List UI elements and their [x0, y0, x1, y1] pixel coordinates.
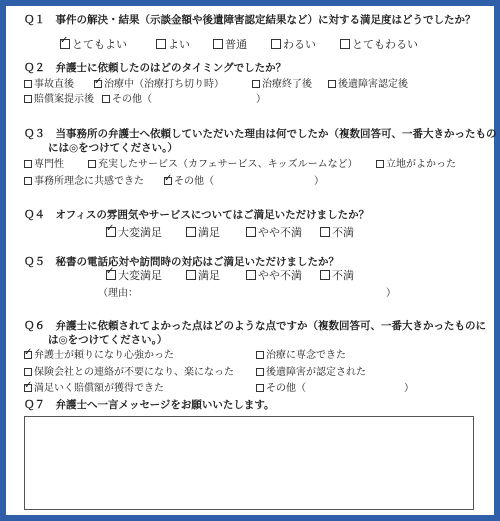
- message-textarea[interactable]: [24, 416, 474, 510]
- q6-option-no-insurer-contact[interactable]: 保険会社との連絡が不要になり、楽になった: [24, 367, 234, 379]
- q4-question: Ｑ４ オフィスの雰囲気やサービスについてはご満足いただけましたか？: [24, 209, 370, 221]
- q3-question-line1: Ｑ３ 当事務所の弁護士へ依頼していただいた理由は何でしたか（複数回答可、一番大きかったもの: [24, 128, 497, 140]
- q2-option-during-treatment[interactable]: ✓ 治療中（治療打ち切り時）: [94, 79, 224, 91]
- q5-reason-label: （理由：: [98, 288, 138, 299]
- checkbox-icon[interactable]: [164, 177, 172, 185]
- q2-option-after-offer[interactable]: 賠償案提示後: [24, 94, 94, 106]
- checkbox-icon[interactable]: [60, 39, 70, 49]
- checkbox-icon[interactable]: [186, 270, 196, 280]
- q3-other-close: ）: [314, 176, 324, 187]
- checkbox-icon[interactable]: [256, 351, 264, 359]
- q1-option-very-good[interactable]: ✓とてもよい: [60, 39, 127, 51]
- q6-option-focus-treatment[interactable]: 治療に専念できた: [256, 350, 346, 362]
- q3-question-line2: には◎をつけてください。）: [48, 142, 178, 154]
- checkbox-icon[interactable]: [213, 39, 223, 49]
- q6-option-satisfactory-compensation[interactable]: ✓満足いく賠償額が獲得できた: [24, 383, 164, 395]
- checkbox-icon[interactable]: [106, 227, 116, 237]
- q6-question-line2: は◎をつけてください。）: [48, 334, 168, 346]
- q4-option-dissatisfied[interactable]: 不満: [320, 227, 354, 239]
- q5-option-very-satisfied[interactable]: ✓大変満足: [106, 270, 162, 282]
- checkbox-icon[interactable]: [320, 227, 330, 237]
- survey-sheet: [6, 6, 497, 515]
- q3-option-expertise[interactable]: 専門性: [24, 159, 64, 171]
- checkbox-icon[interactable]: [156, 39, 166, 49]
- q6-option-reliable[interactable]: ✓弁護士が頼りになり心強かった: [24, 350, 174, 362]
- q2-option-other[interactable]: その他（: [102, 94, 152, 106]
- q5-option-dissatisfied[interactable]: 不満: [320, 270, 354, 282]
- checkbox-icon[interactable]: [328, 80, 336, 88]
- q3-option-philosophy[interactable]: 事務所理念に共感できた: [24, 176, 144, 188]
- q7-question: Ｑ７ 弁護士へ一言メッセージをお願いいたします。: [24, 399, 275, 411]
- q1-option-normal[interactable]: 普通: [213, 39, 247, 51]
- q5-reason-close: ）: [386, 288, 396, 299]
- q2-other-close: ）: [256, 94, 266, 105]
- checkbox-icon[interactable]: [24, 368, 32, 376]
- checkbox-icon[interactable]: [24, 177, 32, 185]
- q6-option-disability-certified[interactable]: 後遺障害が認定された: [256, 367, 366, 379]
- checkbox-icon[interactable]: [24, 160, 32, 168]
- checkbox-icon[interactable]: [376, 160, 384, 168]
- q6-option-other[interactable]: その他（: [256, 383, 306, 395]
- q6-other-close: ）: [404, 383, 414, 394]
- q3-option-services[interactable]: 充実したサービス（カフェサービス、キッズルームなど）: [88, 159, 358, 171]
- q1-option-good[interactable]: よい: [156, 39, 190, 51]
- checkbox-icon[interactable]: [106, 270, 116, 280]
- q4-option-satisfied[interactable]: 満足: [186, 227, 220, 239]
- q2-option-after-accident[interactable]: 事故直後: [24, 79, 74, 91]
- q6-question-line1: Ｑ６ 弁護士に依頼されてよかった点はどのような点ですか（複数回答可、一番大きかったものに: [24, 320, 486, 332]
- checkbox-icon[interactable]: [88, 160, 96, 168]
- q5-option-satisfied[interactable]: 満足: [186, 270, 220, 282]
- checkbox-icon[interactable]: [246, 227, 256, 237]
- q5-option-somewhat-dissatisfied[interactable]: やや不満: [246, 270, 302, 282]
- checkbox-icon[interactable]: [24, 80, 32, 88]
- q1-option-very-bad[interactable]: とてもわるい: [340, 39, 418, 51]
- q4-option-somewhat-dissatisfied[interactable]: やや不満: [246, 227, 302, 239]
- checkbox-icon[interactable]: [252, 80, 260, 88]
- checkbox-icon[interactable]: [256, 368, 264, 376]
- checkbox-icon[interactable]: [102, 95, 110, 103]
- q1-question: Ｑ１ 事件の解決・結果（示談金額や後遺障害認定結果など）に対する満足度はどうでしたか？: [24, 14, 476, 26]
- checkbox-icon[interactable]: [320, 270, 330, 280]
- q2-option-after-treatment[interactable]: 治療終了後: [252, 79, 312, 91]
- checkbox-icon[interactable]: [94, 80, 102, 88]
- checkbox-icon[interactable]: [24, 95, 32, 103]
- checkbox-icon[interactable]: [24, 384, 32, 392]
- q3-option-location[interactable]: 立地がよかった: [376, 159, 456, 171]
- q5-question: Ｑ５ 秘書の電話応対や訪問時の対応はご満足いただけましたか？: [24, 256, 339, 268]
- q2-question: Ｑ２ 弁護士に依頼したのはどのタイミングでしたか？: [24, 62, 287, 74]
- checkbox-icon[interactable]: [246, 270, 256, 280]
- checkbox-icon[interactable]: [256, 384, 264, 392]
- checkbox-icon[interactable]: [186, 227, 196, 237]
- checkbox-icon[interactable]: [271, 39, 281, 49]
- checkbox-icon[interactable]: [24, 351, 32, 359]
- checkbox-icon[interactable]: [340, 39, 350, 49]
- q3-option-other[interactable]: ✓ その他（: [164, 176, 214, 188]
- q2-option-after-certification[interactable]: 後遺障害認定後: [328, 79, 408, 91]
- q1-option-bad[interactable]: わるい: [271, 39, 316, 51]
- q4-option-very-satisfied[interactable]: ✓大変満足: [106, 227, 162, 239]
